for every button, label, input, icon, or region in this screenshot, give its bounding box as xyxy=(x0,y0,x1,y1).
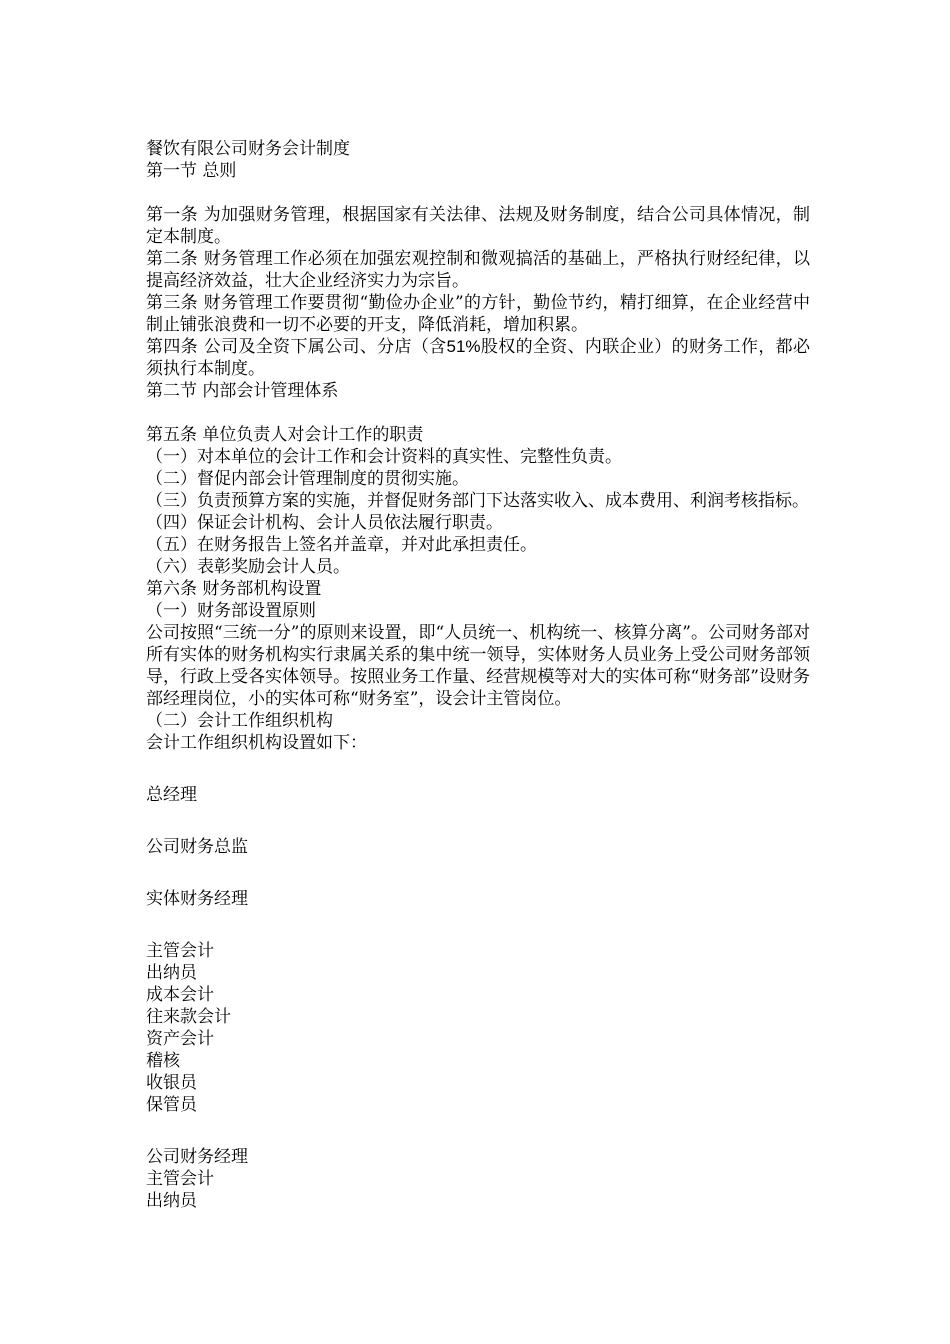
article-5-item: （一）对本单位的会计工作和会计资料的真实性、完整性负责。 xyxy=(146,447,622,467)
article-5-item: （四）保证会计机构、会计人员依法履行职责。 xyxy=(146,513,503,533)
section-heading-internal-accounting: 第二节 内部会计管理体系 xyxy=(146,381,339,401)
org-node-entity-staff: 主管会计 xyxy=(146,941,214,961)
org-node-entity-staff: 成本会计 xyxy=(146,985,214,1005)
spacer xyxy=(146,910,810,940)
article-1: 第一条 为加强财务管理，根据国家有关法律、法规及财务制度，结合公司具体情况，制定本制度。 xyxy=(146,205,810,247)
org-node-entity-staff: 资产会计 xyxy=(146,1029,214,1049)
spacer xyxy=(146,402,810,424)
article-2: 第二条 财务管理工作必须在加强宏观控制和微观搞活的基础上，严格执行财经纪律，以提高经济效益，壮大企业经济实力为宗旨。 xyxy=(146,249,810,291)
spacer xyxy=(146,806,810,836)
article-5-item: （五）在财务报告上签名并盖章，并对此承担责任。 xyxy=(146,535,537,555)
spacer xyxy=(146,754,810,784)
article-5-item: （三）负责预算方案的实施，并督促财务部门下达落实收入、成本费用、利润考核指标。 xyxy=(146,491,809,511)
org-node-company-group: 主管会计 xyxy=(146,1169,214,1189)
article-3: 第三条 财务管理工作要贯彻“勤俭办企业”的方针，勤俭节约，精打细算，在企业经营中制止铺张浪费和一切不必要的开支，降低消耗，增加积累。 xyxy=(146,293,810,335)
org-node-financial-director: 公司财务总监 xyxy=(146,837,248,857)
org-node-entity-staff: 稽核 xyxy=(146,1051,180,1071)
spacer xyxy=(146,182,810,204)
section-heading-general: 第一节 总则 xyxy=(146,161,237,181)
org-node-entity-staff: 保管员 xyxy=(146,1095,197,1115)
spacer xyxy=(146,858,810,888)
article-6-heading: 第六条 财务部机构设置 xyxy=(146,579,322,599)
article-4-percentage: 51% xyxy=(446,337,481,356)
article-5-heading: 第五条 单位负责人对会计工作的职责 xyxy=(146,425,424,445)
article-5-item: （二）督促内部会计管理制度的贯彻实施。 xyxy=(146,469,469,489)
spacer xyxy=(146,1116,810,1146)
org-node-entity-finance-manager: 实体财务经理 xyxy=(146,889,248,909)
document-page xyxy=(146,138,810,1212)
article-6-subheading-principles: （一）财务部设置原则 xyxy=(146,601,316,621)
article-4-text-b: 股权的全资、内联企业）的财务工作，都必须执行本制度。 xyxy=(146,337,810,379)
org-node-general-manager: 总经理 xyxy=(146,785,197,805)
document-title: 餐饮有限公司财务会计制度 xyxy=(146,139,350,159)
org-node-entity-staff: 出纳员 xyxy=(146,963,197,983)
article-5-item: （六）表彰奖励会计人员。 xyxy=(146,557,350,577)
article-6-subheading-organization: （二）会计工作组织机构 xyxy=(146,711,333,731)
article-4-text-a: 第四条 公司及全资下属公司、分店（含 xyxy=(146,337,447,357)
article-6-organization-text: 会计工作组织机构设置如下： xyxy=(146,733,367,753)
org-node-company-group: 出纳员 xyxy=(146,1191,197,1211)
article-6-principles-text: 公司按照“三统一分”的原则来设置，即“人员统一、机构统一、核算分离”。公司财务部对所有实体的财务机构实行隶属关系的集中统一领导，实体财务人员业务上受公司财务部领导，行政上受各实体领导。按照业务工作量、经营规模等对大的实体可称“财务部”设财务部经理岗位，小的实体可称“财务室”，设会计主管岗位。 xyxy=(146,623,810,709)
org-node-entity-staff: 往来款会计 xyxy=(146,1007,231,1027)
org-node-company-group: 公司财务经理 xyxy=(146,1147,248,1167)
article-4 xyxy=(146,336,810,380)
org-node-entity-staff: 收银员 xyxy=(146,1073,197,1093)
